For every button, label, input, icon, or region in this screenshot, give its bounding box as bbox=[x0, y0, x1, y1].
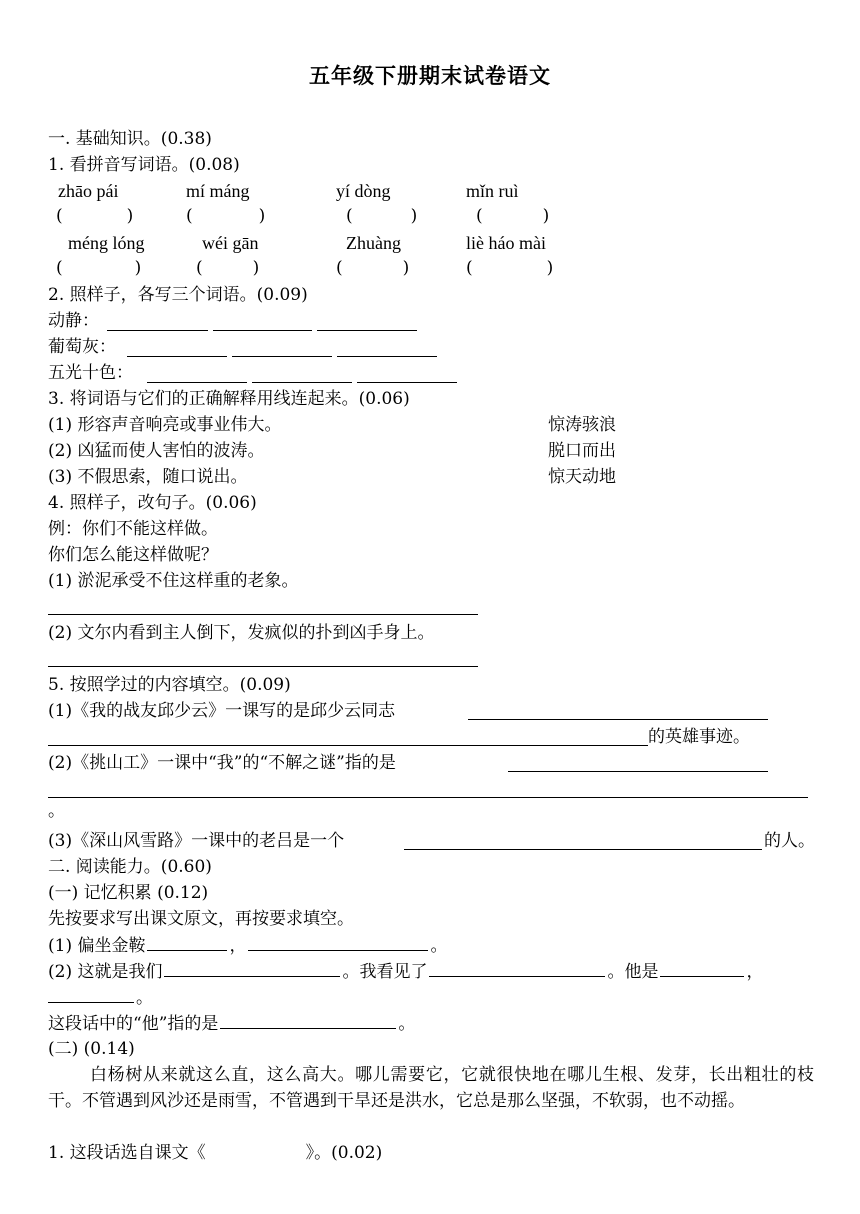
answer-line[interactable] bbox=[213, 330, 312, 331]
pinyin-1: zhāo pái bbox=[58, 181, 119, 201]
answer-box-6[interactable]: ( ) bbox=[196, 258, 260, 278]
answer-box-3[interactable]: ( ) bbox=[346, 206, 418, 226]
answer-line[interactable] bbox=[468, 719, 768, 720]
definition-2: (2) 凶猛而使人害怕的波涛。 bbox=[48, 441, 265, 461]
word-prompt-2: 葡萄灰： bbox=[48, 337, 116, 357]
question-1-heading: 1. 看拼音写词语。(0.08) bbox=[48, 155, 240, 175]
answer-line[interactable] bbox=[232, 356, 332, 357]
answer-line[interactable] bbox=[127, 356, 227, 357]
fill-item-2: (2)《挑山工》一课中“我”的“不解之谜”指的是 bbox=[48, 753, 396, 773]
instruction: 先按要求写出课文原文，再按要求填空。 bbox=[48, 909, 354, 929]
answer-line[interactable] bbox=[147, 382, 247, 383]
answer-box-7[interactable]: ( ) bbox=[336, 258, 410, 278]
example-sentence: 例：你们不能这样做。 bbox=[48, 519, 218, 539]
answer-line[interactable] bbox=[508, 771, 768, 772]
recite-line-1: (1) 偏坐金鞍 ， 。 bbox=[48, 936, 448, 956]
question-4-heading: 4. 照样子，改句子。(0.06) bbox=[48, 493, 257, 513]
definition-3: (3) 不假思索，随口说出。 bbox=[48, 467, 248, 487]
answer-box-4[interactable]: ( ) bbox=[476, 206, 550, 226]
pinyin-3: yí dòng bbox=[336, 181, 391, 201]
recite-line-2b: 。 bbox=[48, 986, 153, 1009]
reading-passage: 白杨树从来就这么直，这么高大。哪儿需要它，它就很快地在哪儿生根、发芽，长出粗壮的枝干。不管遇到风沙还是雨雪，不管遇到干旱还是洪水，它总是那么坚强，不软弱，也不动摇。 bbox=[48, 1065, 814, 1111]
question-3-heading: 3. 将词语与它们的正确解释用线连起来。(0.06) bbox=[48, 389, 410, 409]
answer-box-2[interactable]: ( ) bbox=[186, 206, 266, 226]
pinyin-5: méng lóng bbox=[68, 233, 145, 253]
sentence-1: (1) 淤泥承受不住这样重的老象。 bbox=[48, 571, 299, 591]
pinyin-8: liè háo mài bbox=[466, 233, 546, 253]
section-2-heading: 二. 阅读能力。(0.60) bbox=[48, 857, 212, 877]
reading-question-1: 1. 这段话选自课文《 》。(0.02) bbox=[48, 1143, 383, 1163]
answer-box-8[interactable]: ( ) bbox=[466, 258, 554, 278]
answer-line[interactable] bbox=[404, 849, 762, 850]
answer-line[interactable] bbox=[48, 614, 478, 615]
pinyin-7: Zhuàng bbox=[346, 233, 401, 253]
fill-item-1: (1)《我的战友邱少云》一课写的是邱少云同志 bbox=[48, 701, 396, 721]
pinyin-2: mí máng bbox=[186, 181, 250, 201]
answer-line[interactable] bbox=[48, 745, 648, 746]
question-5-heading: 5. 按照学过的内容填空。(0.09) bbox=[48, 675, 291, 695]
part-2-heading: (二) (0.14) bbox=[48, 1039, 135, 1059]
answer-line[interactable] bbox=[48, 666, 478, 667]
answer-box-1[interactable]: ( ) bbox=[56, 206, 134, 226]
section-1-heading: 一. 基础知识。(0.38) bbox=[48, 129, 212, 149]
answer-line[interactable] bbox=[317, 330, 417, 331]
definition-1: (1) 形容声音响亮或事业伟大。 bbox=[48, 415, 282, 435]
term-2[interactable]: 脱口而出 bbox=[548, 441, 616, 461]
answer-line[interactable] bbox=[252, 382, 352, 383]
question-2-heading: 2. 照样子，各写三个词语。(0.09) bbox=[48, 285, 308, 305]
example-answer: 你们怎么能这样做呢？ bbox=[48, 545, 218, 565]
answer-line[interactable] bbox=[48, 797, 808, 798]
answer-line[interactable] bbox=[337, 356, 437, 357]
page-title: 五年级下册期末试卷语文 bbox=[309, 63, 551, 88]
term-3[interactable]: 惊天动地 bbox=[548, 467, 616, 487]
answer-line[interactable] bbox=[357, 382, 457, 383]
fill-item-2-end: 。 bbox=[48, 801, 65, 821]
word-prompt-1: 动静： bbox=[48, 311, 99, 331]
answer-line[interactable] bbox=[107, 330, 208, 331]
part-1-heading: (一) 记忆积累 (0.12) bbox=[48, 883, 209, 903]
answer-box-5[interactable]: ( ) bbox=[56, 258, 142, 278]
fill-item-3: (3)《深山风雪路》一课中的老吕是一个 bbox=[48, 831, 345, 851]
sentence-2: (2) 文尔内看到主人倒下，发疯似的扑到凶手身上。 bbox=[48, 623, 435, 643]
fill-item-3-end: 的人。 bbox=[764, 831, 815, 851]
recite-line-2: (2) 这就是我们 。我看见了 。他是 ， bbox=[48, 962, 764, 982]
fill-item-1-end: 的英雄事迹。 bbox=[648, 727, 750, 747]
recite-line-3: 这段话中的“他”指的是 。 bbox=[48, 1014, 416, 1034]
word-prompt-3: 五光十色： bbox=[48, 363, 133, 383]
pinyin-4: mǐn ruì bbox=[466, 181, 519, 201]
pinyin-6: wéi gān bbox=[202, 233, 259, 253]
term-1[interactable]: 惊涛骇浪 bbox=[548, 415, 616, 435]
